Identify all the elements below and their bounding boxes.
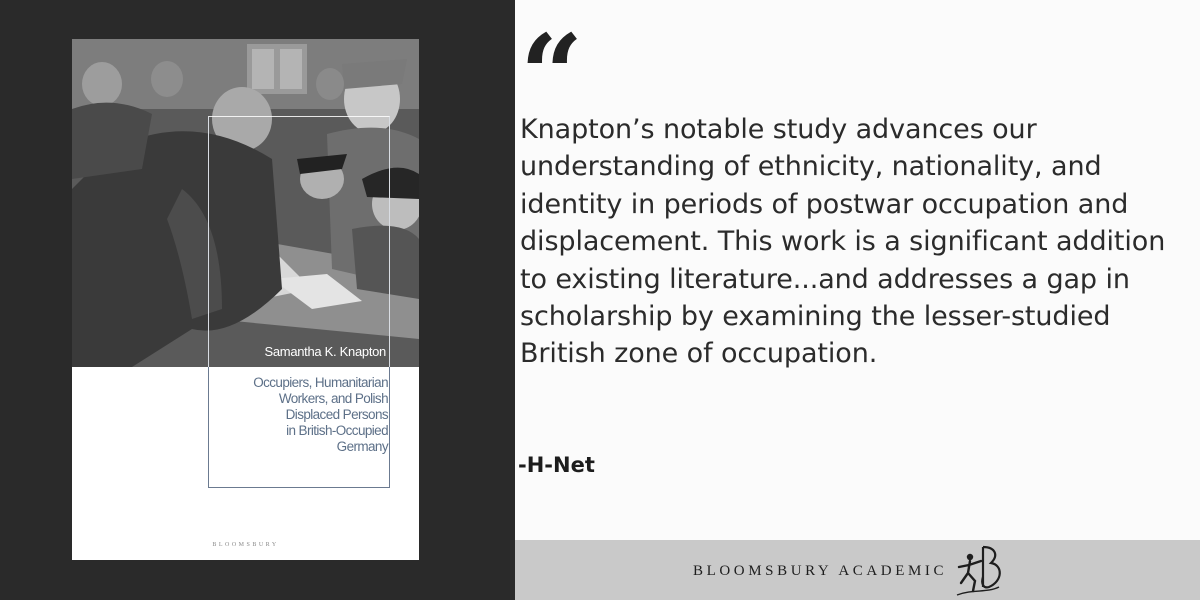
cover-publisher: BLOOMSBURY: [212, 542, 279, 548]
review-quote: [520, 111, 1195, 373]
bloomsbury-logo-icon: [953, 543, 1005, 597]
cover-title-line: Workers, and Polish: [278, 391, 388, 406]
publisher-brand: BLOOMSBURY ACADEMIC: [693, 563, 948, 579]
cover-title-line: Germany: [336, 439, 388, 454]
book-cover: [72, 39, 419, 560]
cover-title-line: Occupiers, Humanitarian: [253, 375, 388, 390]
review-quote-line: displacement. This work is a significant addition: [520, 226, 1166, 258]
review-quote-line: Knapton’s notable study advances our: [520, 114, 1037, 145]
review-quote-line: understanding of ethnicity, nationality, and: [520, 151, 1102, 183]
cover-title-line: in British-Occupied: [286, 423, 388, 438]
review-source: -H-Net: [518, 453, 595, 477]
review-quote-line: to existing literature...and addresses a gap in: [520, 263, 1130, 295]
cover-title-line: Displaced Persons: [285, 407, 388, 422]
cover-title: [212, 375, 388, 455]
review-quote-line: identity in periods of postwar occupation and: [520, 188, 1129, 220]
quotation-mark-icon: “: [520, 10, 584, 139]
cover-author-name: Samantha K. Knapton: [264, 344, 386, 359]
review-quote-line: British zone of occupation.: [520, 338, 878, 370]
review-quote-line: scholarship by examining the lesser-studied: [520, 301, 1111, 333]
